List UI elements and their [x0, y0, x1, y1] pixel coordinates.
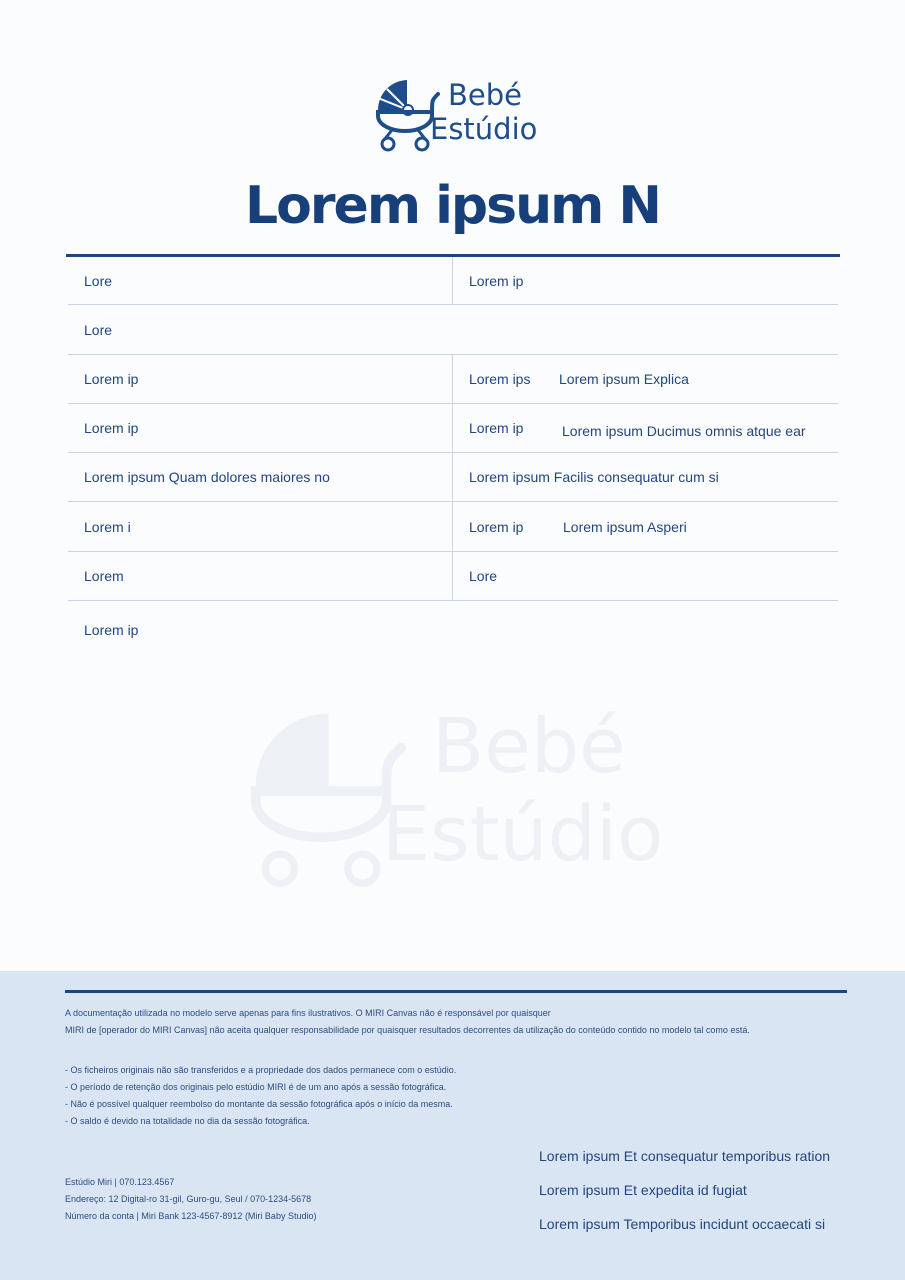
- footer-right-line: Lorem ipsum Temporibus incidunt occaecati si: [539, 1216, 826, 1232]
- contact-line: Endereço: 12 Digital-ro 31-gil, Guro-gu, Seul / 070-1234-5678: [65, 1194, 312, 1204]
- row-label: Lorem ipsum Quam dolores maiores no: [84, 469, 330, 485]
- table-row: [68, 453, 838, 502]
- studio-notes: [65, 1062, 456, 1130]
- brand-name: Bebé Estúdio: [430, 78, 538, 146]
- column-divider: [452, 355, 453, 601]
- table-row: [68, 502, 838, 552]
- footer-right-line: Lorem ipsum Et consequatur temporibus ration: [539, 1148, 831, 1164]
- table-row: [68, 355, 838, 404]
- footer-rule: [65, 990, 847, 993]
- footer: [0, 971, 905, 1280]
- watermark-text: Bebé Estúdio: [382, 701, 664, 878]
- row-value: Lorem ipsum Ducimus omnis atque ear: [562, 423, 806, 439]
- note-item: - Os ficheiros originais não são transferidos e a propriedade dos dados permanece com o estúdio.: [65, 1065, 457, 1075]
- row-value: Lorem ipsum Asperi: [563, 518, 687, 535]
- table-row: [68, 305, 838, 355]
- row-label: Lorem: [84, 568, 124, 584]
- row-label: Lorem ipsum Facilis consequatur cum si: [469, 469, 719, 485]
- row-label: Lorem ip: [469, 420, 524, 436]
- table-row: [68, 552, 838, 601]
- contact-info: [65, 1174, 316, 1225]
- row-label: Lorem ip: [84, 371, 139, 387]
- row-label: Lorem ip: [469, 272, 524, 289]
- row-label: Lorem ip: [469, 518, 524, 535]
- table-row: [68, 404, 838, 453]
- footer-right-notes: [539, 1148, 830, 1250]
- row-label: Lorem ips: [469, 371, 531, 387]
- contact-line: Número da conta | Miri Bank 123-4567-8912 (Miri Baby Studio): [65, 1211, 317, 1221]
- after-table-text: Lorem ip: [84, 622, 139, 638]
- brand-watermark: [246, 700, 686, 900]
- row-label: Lore: [84, 272, 113, 289]
- note-item: - Não é possível qualquer reembolso do montante da sessão fotográfica após o início da mesma.: [65, 1099, 453, 1109]
- page-title: Lorem ipsum N: [245, 176, 660, 236]
- row-label: Lorem i: [84, 518, 131, 535]
- row-value: Lorem ipsum Explica: [559, 371, 689, 387]
- row-label: Lore: [84, 321, 113, 338]
- disclaimer: A documentação utilizada no modelo serve apenas para fins ilustrativos. O MIRI Canvas não é responsável por quaisquer MIRI de [operador do MIRI Canvas] não aceita qualquer responsabilidade por quaisquer resultados decorrentes da utilização do conteúdo contido no modelo tal como está.: [65, 1008, 750, 1035]
- note-item: - O período de retenção dos originais pelo estúdio MIRI é de um ano após a sessão fotográfica.: [65, 1082, 447, 1092]
- column-divider: [452, 257, 453, 305]
- contact-line: Estúdio Miri | 070.123.4567: [65, 1177, 175, 1187]
- row-label: Lorem ip: [84, 420, 139, 436]
- brand-logo: [374, 72, 554, 154]
- footer-right-line: Lorem ipsum Et expedita id fugiat: [539, 1182, 747, 1198]
- row-label: Lore: [469, 568, 498, 584]
- table-row: [68, 257, 838, 305]
- note-item: - O saldo é devido na totalidade no dia da sessão fotográfica.: [65, 1116, 310, 1126]
